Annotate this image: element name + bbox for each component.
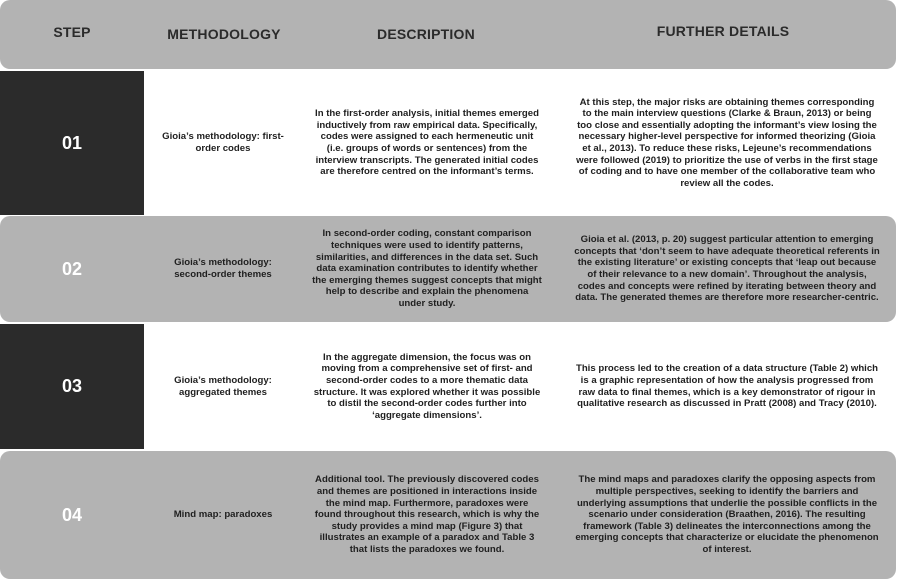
description-cell: Additional tool. The previously discovered codes and themes are positioned in interactions inside the mind map. Furthermore, paradoxes were found throughout this research, which is why the study provides a mind map (Figure 3) that illustrates an example of a paradox and Table 3 that lists the paradoxes we found. [314, 474, 540, 555]
methodology-cell: Gioia’s methodology: aggregated themes [174, 374, 272, 398]
further-details-cell: This process led to the creation of a data structure (Table 2) which is a graphic representation of how the analysis progressed from raw data to final themes, which is a key demonstrator of rigour in qualitative research as discussed in Pratt (2008) and Tracy (2010). [575, 363, 879, 410]
table-row [0, 324, 896, 449]
description-cell: In second-order coding, constant comparison techniques were used to identify patterns, similarities, and differences in the data set. Such data examination contributes to identify whether the emerging themes suggest concepts that might help to describe and explain the phenomena under study. [312, 228, 542, 309]
description-cell: In the first-order analysis, initial themes emerged inductively from raw empirical data. Specifically, codes were assigned to each hermeneutic unit (i.e. groups of words or sentences) from the interview transcripts. The generated initial codes are therefore centred on the informant’s terms. [315, 108, 539, 178]
further-details-cell: The mind maps and paradoxes clarify the opposing aspects from multiple perspectives, seeking to identify the barriers and underlying assumptions that underlie the possible conflicts in the scenario under consideration (Braathen, 2016). The resulting framework (Table 3) delineates the interconnections among the emerging concepts that characterize or elucidate the phenomenon of interest. [575, 474, 879, 555]
table-row [0, 451, 896, 579]
methodology-cell: Gioia’s methodology: second-order themes [174, 257, 272, 280]
methodology-cell: Mind map: paradoxes [173, 509, 273, 521]
table-row [0, 216, 896, 322]
step-number: 04 [61, 504, 83, 525]
header-step: STEP [53, 24, 91, 40]
step-number: 02 [61, 258, 83, 279]
methodology-cell: Gioia’s methodology: first-order codes [162, 131, 284, 154]
table-row [0, 71, 896, 215]
table-header [0, 0, 896, 69]
step-number: 01 [0, 71, 144, 215]
description-cell: In the aggregate dimension, the focus was on moving from a comprehensive set of first- and second-order codes to a more thematic data structure. It was explored whether it was possible to distil the second-order codes further into ‘aggregate dimensions’. [313, 351, 541, 421]
step-number: 03 [0, 324, 144, 449]
further-details-cell: At this step, the major risks are obtaining themes corresponding to the main interview questions (Clarke & Braun, 2013) or being too close and essentially adopting the informant’s view losing the necessary higher-level perspective for informed theorizing (Gioia et al., 2013). To reduce these risks, Lejeune’s recommendations were followed (2019) to prioritize the use of verbs in the first stage of coding and to have one member of the collaborative team who review all the codes. [576, 96, 878, 189]
further-details-cell: Gioia et al. (2013, p. 20) suggest particular attention to emerging concepts that ‘don’t seem to have adequate theoretical referents in the existing literature’ or existing concepts that ‘leap out because of their relevance to a new domain’. Throughout the analysis, codes and concepts were refined by iterating between theory and data. The generated themes are therefore more researcher-centric. [574, 234, 880, 304]
header-further-details: FURTHER DETAILS [656, 23, 790, 39]
header-methodology: METHODOLOGY [167, 26, 281, 42]
header-description: DESCRIPTION [377, 26, 475, 42]
